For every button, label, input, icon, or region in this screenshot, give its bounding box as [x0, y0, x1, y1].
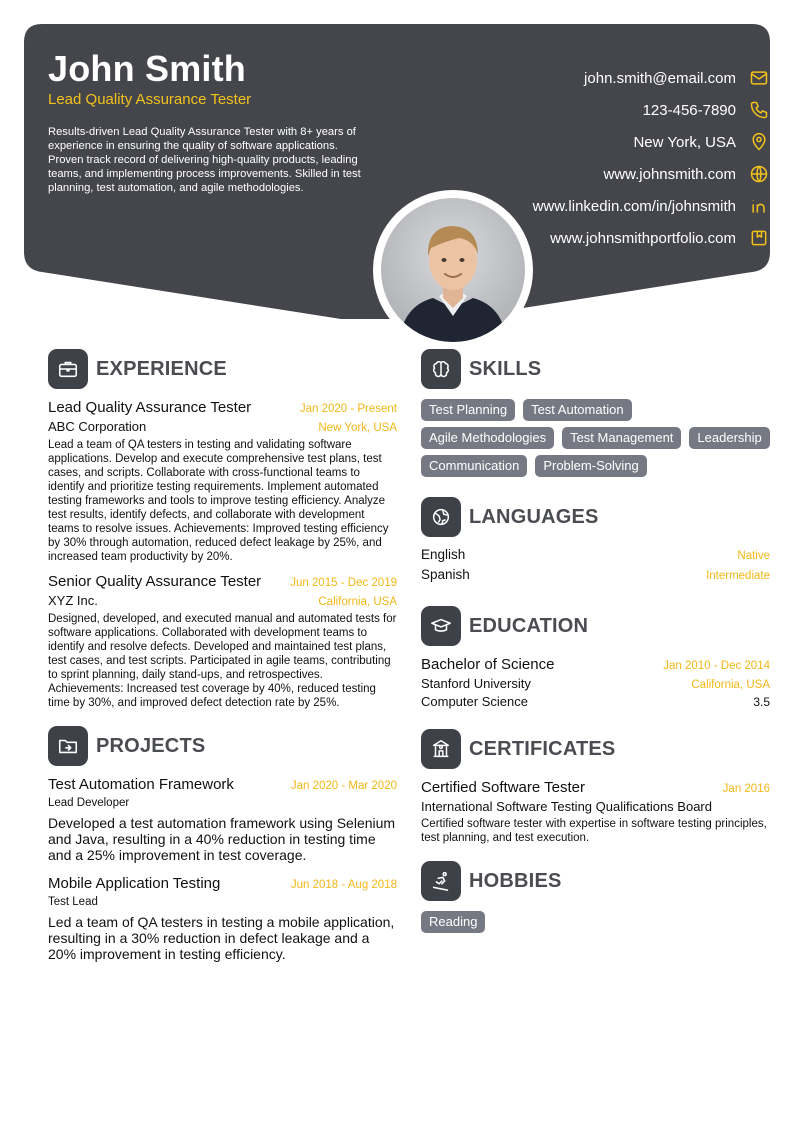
- linkedin-icon: [748, 195, 770, 217]
- company-name: XYZ Inc.: [48, 593, 98, 608]
- briefcase-icon: [48, 349, 88, 389]
- profile-summary: Results-driven Lead Quality Assurance Tester with 8+ years of experience in ensuring the quality of software applications. Proven track record of delivering high-quality products, leading teams, and implementing process improvements. Skilled in test planning, test automation, and agile methodologies.: [48, 126, 361, 194]
- job-location: New York, USA: [318, 422, 397, 434]
- project-description: Developed a test automation framework using Selenium and Java, resulting in a 40% reduction in testing time and a 25% improvement in test coverage.: [48, 815, 396, 863]
- certificate-date: Jan 2016: [722, 783, 770, 795]
- project-dates: Jun 2018 - Aug 2018: [290, 879, 397, 891]
- language-name: Spanish: [421, 567, 470, 582]
- language-row: [421, 547, 770, 567]
- left-column: [48, 349, 397, 962]
- graduation-cap-icon: [421, 606, 461, 646]
- job-description: Lead a team of QA testers in testing and validating software applications. Develop and execute comprehensive test plans, test cases, and scripts. Collaborate with cross-functional teams to identify and prioritize testing requirements. Implement automated testing frameworks and tools to improve testing efficiency. Analyze test results, identify defects, and collaborate with development teams to resolve issues. Achievements: Improved testing efficiency by 30% through automation, reduced defect leakage by 25%, and increased team productivity by 20%.: [48, 439, 389, 563]
- experience-entry: [48, 573, 397, 710]
- education-dates: Jan 2010 - Dec 2014: [663, 660, 770, 672]
- project-description: Led a team of QA testers in testing a mobile application, resulting in a 30% reduction in defect leakage and a 20% improvement in testing efficiency.: [48, 914, 395, 962]
- certificate-title: Certified Software Tester: [421, 779, 585, 796]
- degree-name: Bachelor of Science: [421, 656, 555, 673]
- contact-website[interactable]: [440, 158, 770, 190]
- project-title: Test Automation Framework: [48, 776, 234, 793]
- website-text[interactable]: www.johnsmith.com: [603, 165, 736, 183]
- skill-tag: Test Automation: [523, 399, 632, 421]
- certificate-entry: [421, 779, 770, 845]
- experience-section-header: [48, 349, 397, 389]
- profile-photo: [381, 198, 525, 342]
- certificate-description: Certified software tester with expertise in software testing principles, test planning, and test execution.: [421, 818, 767, 844]
- skills-list: [421, 399, 770, 477]
- project-role: Test Lead: [48, 896, 98, 908]
- bookmark-icon: [748, 227, 770, 249]
- brain-icon: [421, 349, 461, 389]
- experience-entry: [48, 399, 397, 564]
- institution-icon: [421, 729, 461, 769]
- globe-icon: [748, 163, 770, 185]
- job-title: Senior Quality Assurance Tester: [48, 573, 262, 590]
- language-row: [421, 567, 770, 587]
- languages-heading: LANGUAGES: [469, 505, 599, 528]
- language-name: English: [421, 547, 466, 562]
- language-level: Native: [737, 550, 770, 562]
- job-location: California, USA: [318, 596, 397, 608]
- linkedin-text[interactable]: www.linkedin.com/in/johnsmith: [532, 197, 736, 215]
- contact-phone[interactable]: [440, 94, 770, 126]
- certificate-issuer: International Software Testing Qualifications Board: [421, 799, 712, 814]
- projects-heading: PROJECTS: [96, 734, 206, 757]
- skiing-icon: [421, 861, 461, 901]
- certificates-section-header: [421, 729, 770, 769]
- skill-tag: Problem-Solving: [535, 455, 646, 477]
- education-section-header: [421, 606, 770, 646]
- education-entry: [421, 656, 770, 709]
- email-text[interactable]: john.smith@email.com: [584, 69, 736, 87]
- project-entry: [48, 875, 397, 962]
- skill-tag: Test Management: [562, 427, 681, 449]
- skills-section-header: [421, 349, 770, 389]
- contact-email[interactable]: [440, 62, 770, 94]
- job-title: Lead Quality Assurance Tester: [48, 399, 252, 416]
- school-name: Stanford University: [421, 676, 531, 691]
- hobbies-list: [421, 911, 770, 933]
- contact-location: [440, 126, 770, 158]
- skill-tag: Test Planning: [421, 399, 515, 421]
- phone-text[interactable]: 123-456-7890: [642, 101, 736, 119]
- phone-icon: [748, 99, 770, 121]
- job-dates: Jun 2015 - Dec 2019: [290, 577, 397, 589]
- skill-tag: Communication: [421, 455, 527, 477]
- skills-heading: SKILLS: [469, 357, 542, 380]
- projects-section-header: [48, 726, 397, 766]
- skill-tag: Agile Methodologies: [421, 427, 554, 449]
- company-name: ABC Corporation: [48, 419, 147, 434]
- hobby-tag: Reading: [421, 911, 485, 933]
- map-pin-icon: [748, 131, 770, 153]
- hobbies-heading: HOBBIES: [469, 869, 562, 892]
- hobbies-section-header: [421, 861, 770, 901]
- folder-icon: [48, 726, 88, 766]
- portfolio-text[interactable]: www.johnsmithportfolio.com: [550, 229, 736, 247]
- project-dates: Jan 2020 - Mar 2020: [290, 780, 397, 792]
- candidate-name: John Smith: [48, 48, 246, 89]
- language-level: Intermediate: [706, 570, 770, 582]
- location-text: New York, USA: [633, 133, 736, 151]
- school-location: California, USA: [691, 679, 770, 691]
- gpa-value: 3.5: [753, 695, 770, 709]
- project-entry: [48, 776, 397, 863]
- job-description: Designed, developed, and executed manual and automated tests for software applications. Collaborated with development teams to identify and resolve defects. Developed and maintained test plans, test cases, and test scripts. Participated in agile teams, contributing to sprint planning, daily stand-ups, and retrospectives. Achievements: Increased test coverage by 40%, reduced testing time by 30%, and improved defect detection rate by 25%.: [48, 613, 397, 709]
- education-heading: EDUCATION: [469, 614, 589, 637]
- languages-section-header: [421, 497, 770, 537]
- skill-tag: Leadership: [689, 427, 769, 449]
- experience-heading: EXPERIENCE: [96, 357, 227, 380]
- project-title: Mobile Application Testing: [48, 875, 221, 892]
- languages-icon: [421, 497, 461, 537]
- job-dates: Jan 2020 - Present: [299, 403, 397, 415]
- certificates-heading: CERTIFICATES: [469, 737, 616, 760]
- mail-icon: [748, 67, 770, 89]
- project-role: Lead Developer: [48, 797, 130, 809]
- field-of-study: Computer Science: [421, 694, 528, 709]
- right-column: [421, 349, 770, 933]
- candidate-title: Lead Quality Assurance Tester: [48, 91, 252, 108]
